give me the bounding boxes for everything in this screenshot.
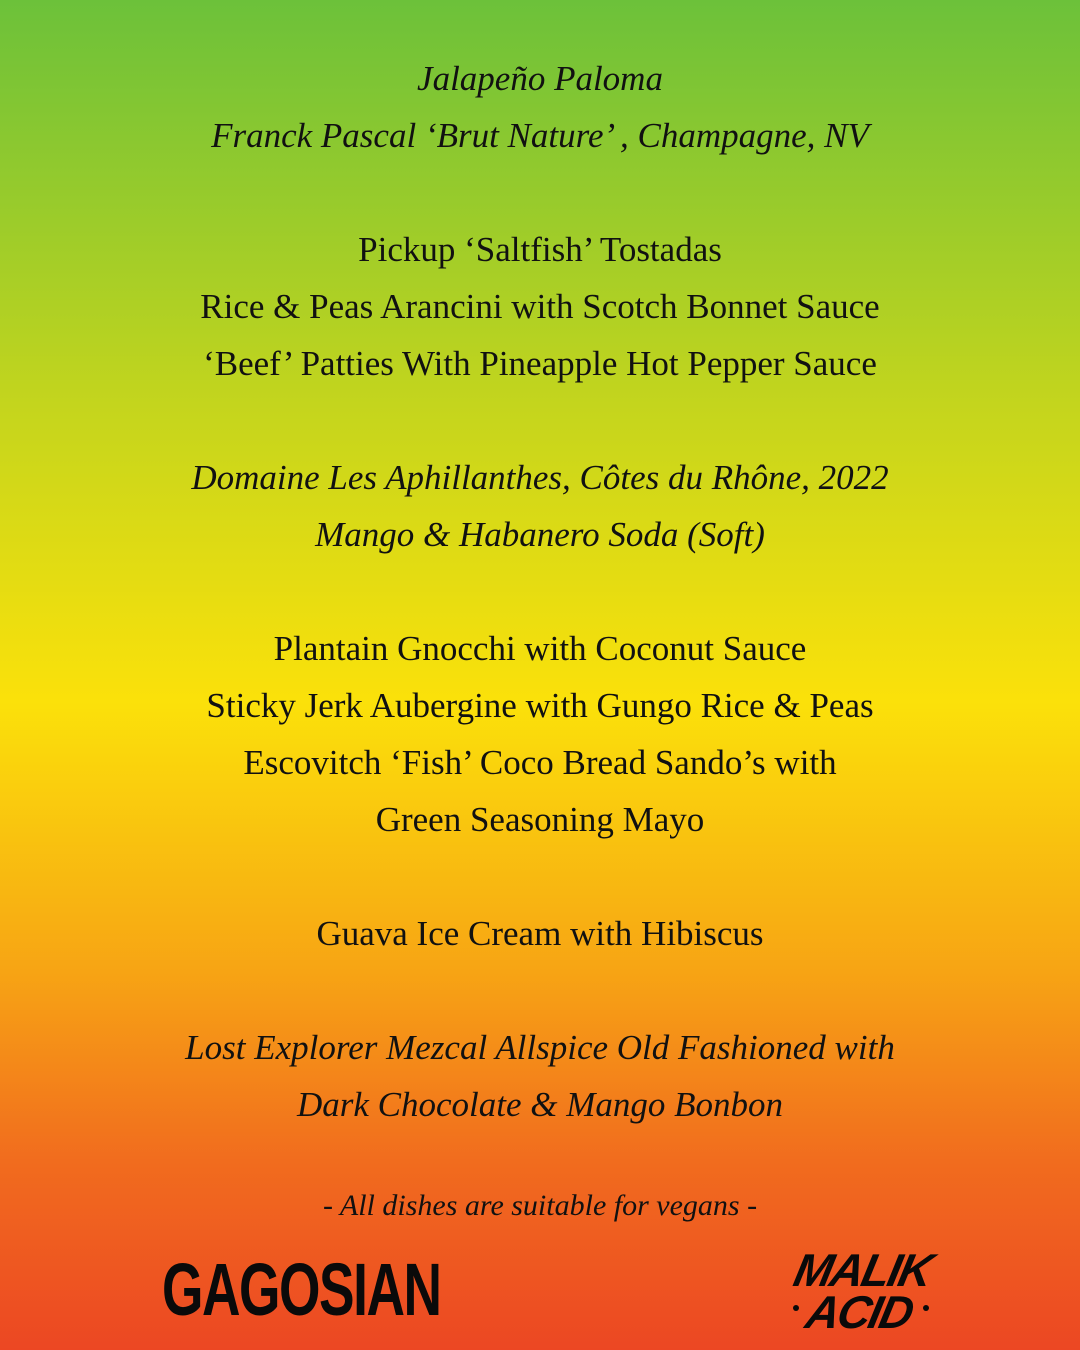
- canapes-section: [0, 221, 1080, 392]
- logo-dot: [793, 1305, 799, 1311]
- menu-item: Pickup ‘Saltfish’ Tostadas: [358, 230, 722, 269]
- menu-item: Franck Pascal ‘Brut Nature’ , Champagne, NV: [211, 116, 869, 155]
- menu-item: Escovitch ‘Fish’ Coco Bread Sando’s with: [243, 743, 837, 782]
- malik-acid-logo-line1: MALIK: [789, 1244, 937, 1296]
- vegan-note: - All dishes are suitable for vegans -: [322, 1189, 758, 1222]
- menu-item: Sticky Jerk Aubergine with Gungo Rice & Peas: [206, 686, 874, 725]
- menu: [0, 50, 1080, 1133]
- menu-item: Plantain Gnocchi with Coconut Sauce: [273, 629, 807, 668]
- menu-item: Green Seasoning Mayo: [375, 800, 705, 839]
- logo-dot: [923, 1305, 929, 1311]
- menu-item: Lost Explorer Mezcal Allspice Old Fashioned with: [185, 1028, 895, 1067]
- gagosian-logo: GAGOSIAN: [162, 1248, 441, 1331]
- menu-item: Jalapeño Paloma: [417, 59, 663, 98]
- malik-acid-logo-line2: ACID: [801, 1286, 917, 1338]
- welcome-drinks-section: [0, 50, 1080, 164]
- dessert-section: [0, 905, 1080, 962]
- mains-section: [0, 620, 1080, 848]
- menu-item: ‘Beef’ Patties With Pineapple Hot Pepper Sauce: [203, 344, 877, 383]
- menu-item: Domaine Les Aphillanthes, Côtes du Rhône, 2022: [191, 458, 889, 497]
- after-dinner-section: [0, 1019, 1080, 1133]
- menu-item: Guava Ice Cream with Hibiscus: [316, 914, 764, 953]
- menu-item: Mango & Habanero Soda (Soft): [315, 515, 765, 554]
- malik-acid-logo: [785, 1244, 945, 1339]
- menu-item: Rice & Peas Arancini with Scotch Bonnet Sauce: [200, 287, 880, 326]
- dinner-drinks-section: [0, 449, 1080, 563]
- menu-item: Dark Chocolate & Mango Bonbon: [296, 1085, 784, 1124]
